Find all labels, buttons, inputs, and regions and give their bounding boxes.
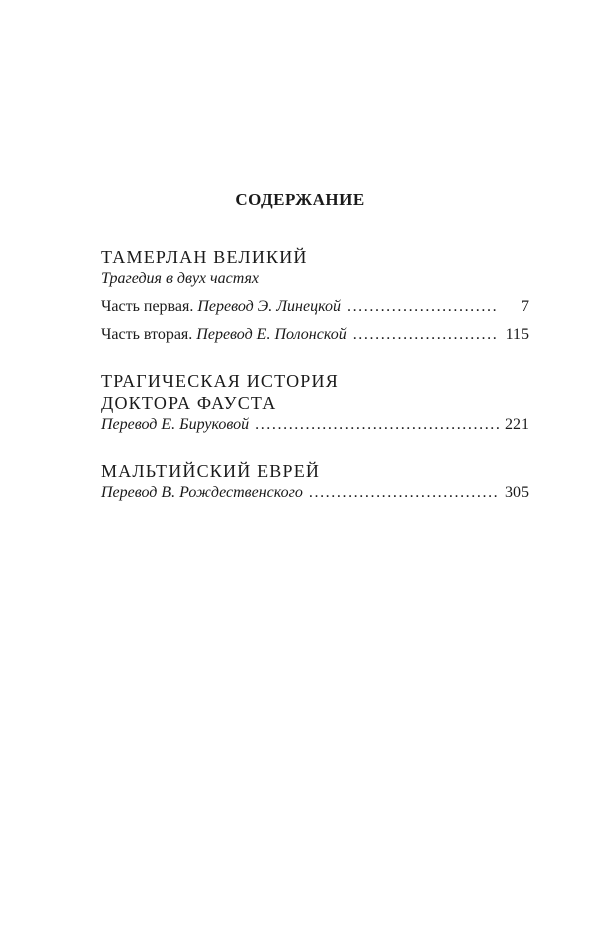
toc-section-tamerlan [101, 246, 529, 346]
page-number: 7 [521, 298, 529, 315]
dot-leader [309, 482, 499, 504]
section-title: ТРАГИЧЕСКАЯ ИСТОРИЯ [101, 371, 339, 391]
page-number: 115 [505, 326, 529, 343]
toc-entry[interactable] [101, 324, 529, 346]
page-title: СОДЕРЖАНИЕ [235, 190, 365, 209]
entry-label [101, 296, 341, 318]
dot-leader [347, 296, 499, 318]
toc-entry[interactable] [101, 296, 529, 318]
entry-translator: Перевод Е. Бируковой [101, 416, 250, 433]
entry-label [101, 324, 347, 346]
table-of-contents [101, 246, 529, 528]
toc-entry[interactable] [101, 414, 529, 436]
section-subtitle: Трагедия в двух частях [101, 270, 259, 287]
section-title: МАЛЬТИЙСКИЙ ЕВРЕЙ [101, 461, 321, 481]
section-title: ТАМЕРЛАН ВЕЛИКИЙ [101, 247, 308, 267]
toc-entry[interactable] [101, 482, 529, 504]
toc-section-jew-of-malta [101, 460, 529, 504]
dot-leader [353, 324, 499, 346]
entry-part: Часть вторая. [101, 326, 197, 343]
entry-translator: Перевод Е. Полонской [196, 326, 347, 343]
page-number: 305 [505, 484, 529, 501]
toc-section-faustus [101, 370, 529, 436]
entry-part: Часть первая. [101, 298, 198, 315]
section-title-line-2: ДОКТОРА ФАУСТА [101, 393, 277, 413]
entry-label [101, 414, 249, 436]
entry-translator: Перевод Э. Линецкой [197, 298, 341, 315]
page-number: 221 [505, 416, 529, 433]
entry-label [101, 482, 303, 504]
entry-translator: Перевод В. Рождественского [101, 484, 303, 501]
dot-leader [255, 414, 499, 436]
